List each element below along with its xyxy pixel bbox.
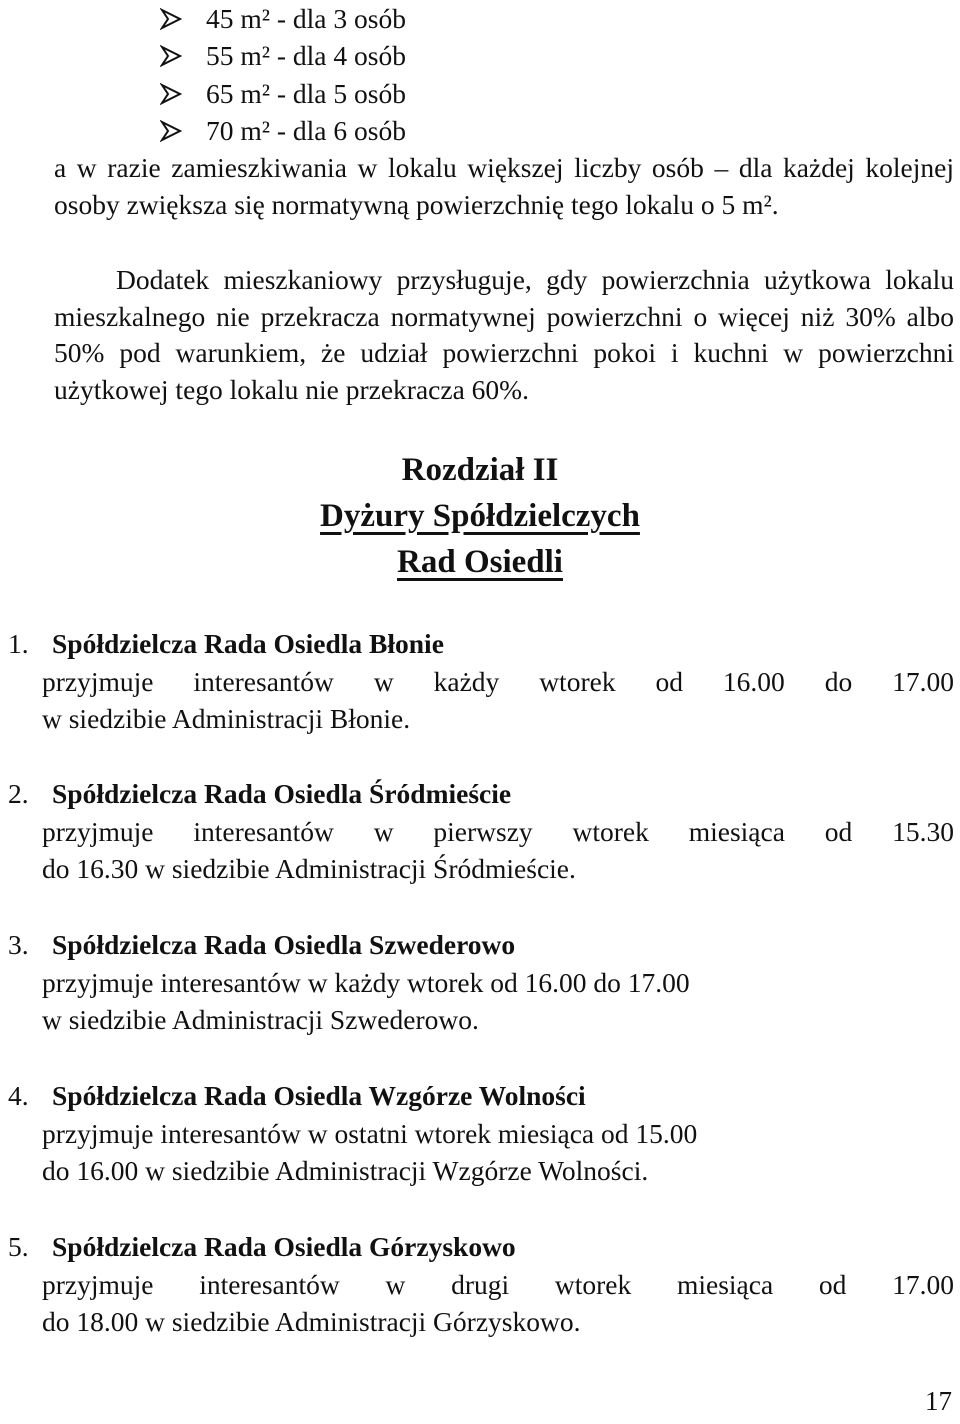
council-heading bbox=[8, 1077, 954, 1115]
arrowhead-bullet-icon bbox=[160, 83, 182, 105]
council-hours: przyjmuje interesantów w pierwszy wtorek miesiąca od 15.30 bbox=[42, 816, 954, 847]
council-number: 5. bbox=[8, 1231, 29, 1262]
council-location: do 18.00 w siedzibie Administracji Górzyskowo. bbox=[42, 1306, 581, 1337]
council-hours: przyjmuje interesantów w drugi wtorek miesiąca od 17.00 bbox=[42, 1269, 954, 1300]
council-location: w siedzibie Administracji Szwederowo. bbox=[42, 1004, 479, 1035]
council-name: Spółdzielcza Rada Osiedla Szwederowo bbox=[52, 929, 516, 960]
council-number: 3. bbox=[8, 929, 29, 960]
norm-increase-paragraph: a w razie zamieszkiwania w lokalu większej liczby osób – dla każdej kolejnej osoby zwiększa się normatywną powierzchnię tego lokalu o 5 m². bbox=[54, 152, 954, 220]
list-item-text: 65 m² - dla 5 osób bbox=[206, 77, 406, 109]
council-name: Spółdzielcza Rada Osiedla Śródmieście bbox=[52, 778, 512, 809]
council-entry bbox=[8, 625, 954, 737]
council-entry bbox=[8, 1077, 954, 1189]
council-entry bbox=[8, 1228, 954, 1340]
council-number: 1. bbox=[8, 628, 29, 659]
council-name: Spółdzielcza Rada Osiedla Górzyskowo bbox=[52, 1231, 516, 1262]
council-hours: przyjmuje interesantów w ostatni wtorek miesiąca od 15.00 bbox=[42, 1118, 698, 1149]
council-hours: przyjmuje interesantów w każdy wtorek od 16.00 do 17.00 bbox=[42, 967, 690, 998]
list-item bbox=[160, 0, 406, 38]
list-item bbox=[160, 38, 406, 76]
list-item-text: 45 m² - dla 3 osób bbox=[206, 2, 406, 34]
arrowhead-bullet-icon bbox=[160, 45, 182, 67]
council-name: Spółdzielcza Rada Osiedla Wzgórze Wolności bbox=[52, 1080, 586, 1111]
council-number: 2. bbox=[8, 778, 29, 809]
council-hours: przyjmuje interesantów w każdy wtorek od 16.00 do 17.00 bbox=[42, 666, 954, 697]
council-number: 4. bbox=[8, 1080, 29, 1111]
council-location: do 16.30 w siedzibie Administracji Śródmieście. bbox=[42, 853, 576, 884]
arrowhead-bullet-icon bbox=[160, 120, 182, 142]
council-location: w siedzibie Administracji Błonie. bbox=[42, 703, 411, 734]
page-number: 17 bbox=[925, 1386, 952, 1416]
list-item-text: 70 m² - dla 6 osób bbox=[206, 115, 406, 147]
chapter-subtitle: Dyżury Spółdzielczych bbox=[320, 498, 640, 534]
list-item-text: 55 m² - dla 4 osób bbox=[206, 40, 406, 72]
council-heading bbox=[8, 926, 954, 964]
arrowhead-bullet-icon bbox=[160, 8, 182, 30]
council-entry bbox=[8, 926, 954, 1038]
list-item bbox=[160, 75, 406, 113]
council-heading bbox=[8, 775, 954, 813]
chapter-title: Rozdział II bbox=[401, 452, 559, 488]
council-heading bbox=[8, 625, 954, 663]
council-entry bbox=[8, 775, 954, 887]
area-norms-list bbox=[160, 0, 406, 150]
council-heading bbox=[8, 1228, 954, 1266]
council-name: Spółdzielcza Rada Osiedla Błonie bbox=[52, 628, 444, 659]
housing-allowance-paragraph: Dodatek mieszkaniowy przysługuje, gdy powierzchnia użytkowa lokalu mieszkalnego nie przekracza normatywnej powierzchni o więcej niż 30% albo 50% pod warunkiem, że udział powierzchni pokoi i kuchni w powierzchni użytkowej tego lokalu nie przekracza 60%. bbox=[54, 264, 954, 405]
council-location: do 16.00 w siedzibie Administracji Wzgórze Wolności. bbox=[42, 1155, 649, 1186]
chapter-subtitle: Rad Osiedli bbox=[397, 544, 563, 580]
list-item bbox=[160, 113, 406, 151]
